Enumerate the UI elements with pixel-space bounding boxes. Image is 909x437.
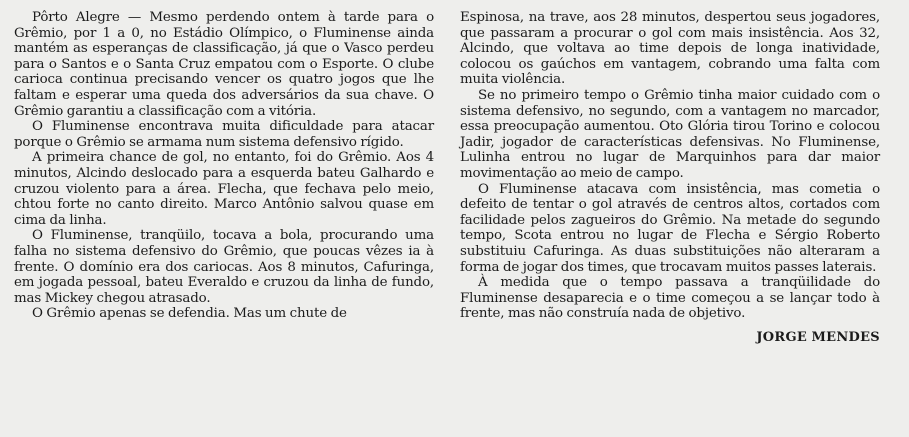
paragraph-2: O Fluminense encontrava muita dificuldade para atacar porque o Grêmio se armama num sistema defensivo rígido. (14, 119, 434, 150)
byline: JORGE MENDES (756, 329, 880, 345)
paragraph-9: À medida que o tempo passava a tranqüilidade do Fluminense desaparecia e o time começou a se lançar todo à frente, mas não construía nada de objetivo. (460, 275, 880, 322)
paragraph-1: Pôrto Alegre — Mesmo perdendo ontem à tarde para o Grêmio, por 1 a 0, no Estádio Olímpico, o Fluminense ainda mantém as esperanças de classificação, já que o Vasco perdeu para o Santos e o Santa Cruz empatou com o Esporte. O clube carioca continua precisando vencer os quatro jogos que lhe faltam e esperar uma queda dos adversários da sua chave. O Grêmio garantiu a classificação com a vitória. (14, 10, 434, 119)
paragraph-6: Espinosa, na trave, aos 28 minutos, despertou seus jogadores, que passaram a procurar o gol com mais insistência. Aos 32, Alcindo, que voltava ao time depois de longa inatividade, colocou os gaúchos em vantagem, cobrando uma falta com muita violência. (460, 10, 880, 88)
paragraph-4: O Fluminense, tranqüilo, tocava a bola, procurando uma falha no sistema defensivo do Grêmio, que poucas vêzes ia à frente. O domínio era dos cariocas. Aos 8 minutos, Cafuringa, em jogada pessoal, bateu Everaldo e cruzou da linha de fundo, mas Mickey chegou atrasado. (14, 228, 434, 306)
paragraph-8: O Fluminense atacava com insistência, mas cometia o defeito de tentar o gol através de centros altos, cortados com facilidade pelos zagueiros do Grêmio. Na metade do segundo tempo, Scota entrou no lugar de Flecha e Sérgio Roberto substituiu Cafuringa. As duas substituições não alteraram a forma de jogar dos times, que trocavam muitos passes laterais. (460, 181, 880, 275)
left-column (14, 10, 434, 437)
right-column (460, 10, 880, 437)
paragraph-5: O Grêmio apenas se defendia. Mas um chute de (32, 306, 347, 322)
paragraph-7: Se no primeiro tempo o Grêmio tinha maior cuidado com o sistema defensivo, no segundo, com a vantagem no marcador, essa preocupação aumentou. Oto Glória tirou Torino e colocou Jadir, jogador de características defensivas. No Fluminense, Lulinha entrou no lugar de Marquinhos para dar maior movimentação ao meio de campo. (460, 87, 880, 181)
paragraph-3: A primeira chance de gol, no entanto, foi do Grêmio. Aos 4 minutos, Alcindo deslocado para a esquerda bateu Galhardo e cruzou violento para a área. Flecha, que fechava pelo meio, chtou forte no canto direito. Marco Antônio salvou quase em cima da linha. (14, 150, 434, 228)
